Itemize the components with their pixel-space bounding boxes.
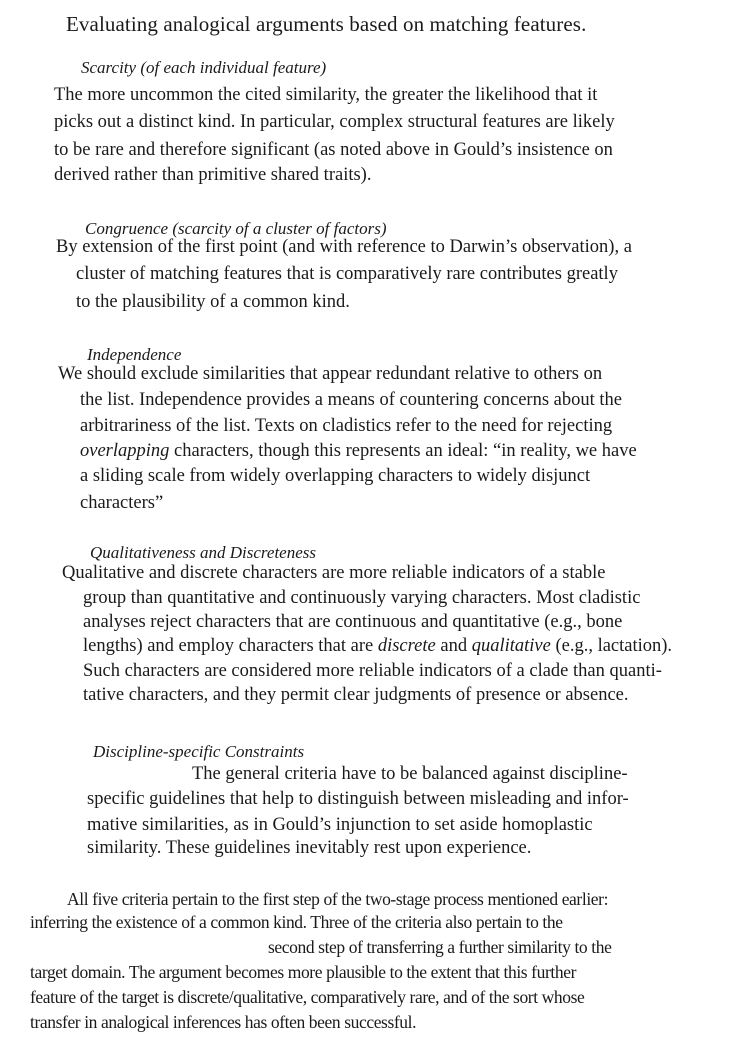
section-heading-discipline: Discipline-specific Constraints [93, 742, 305, 761]
body-line: second step of transferring a further similarity to the [268, 937, 612, 957]
body-line: transfer in analogical inferences has often been successful. [30, 1012, 417, 1032]
body-line: to be rare and therefore significant (as noted above in Gould’s insistence on [54, 140, 613, 160]
body-line: to the plausibility of a common kind. [76, 292, 350, 312]
emphasis-overlapping: overlapping [80, 441, 170, 461]
body-line: specific guidelines that help to distinguish between misleading and infor- [87, 789, 629, 809]
body-line: The more uncommon the cited similarity, the greater the likelihood that it [54, 85, 598, 105]
body-line: target domain. The argument becomes more plausible to the extent that this further [30, 962, 576, 982]
body-line: lengths) and employ characters that are discrete and qualitative (e.g., lactation). [83, 636, 673, 656]
body-line: group than quantitative and continuously varying characters. Most cladistic [83, 588, 641, 608]
body-line: inferring the existence of a common kind. Three of the criteria also pertain to the [30, 912, 563, 932]
body-line: By extension of the first point (and with reference to Darwin’s observation), a [56, 237, 632, 257]
section-heading-scarcity: Scarcity (of each individual feature) [81, 58, 327, 77]
section-heading-independence: Independence [87, 345, 182, 364]
body-line: mative similarities, as in Gould’s injunction to set aside homoplastic [87, 815, 593, 835]
section-heading-congruence: Congruence (scarcity of a cluster of factors) [85, 219, 387, 238]
body-line: analyses reject characters that are continuous and quantitative (e.g., bone [83, 612, 623, 632]
body-line: overlapping characters, though this represents an ideal: “in reality, we have [80, 441, 637, 461]
body-line: a sliding scale from widely overlapping characters to widely disjunct [80, 466, 591, 486]
body-line: Qualitative and discrete characters are more reliable indicators of a stable [62, 563, 606, 583]
body-line: arbitrariness of the list. Texts on cladistics refer to the need for rejecting [80, 416, 613, 436]
body-line: characters” [80, 493, 164, 513]
body-line: All five criteria pertain to the first step of the two-stage process mentioned earlier: [67, 889, 609, 909]
body-line: We should exclude similarities that appear redundant relative to others on [58, 364, 603, 384]
body-line: Such characters are considered more reliable indicators of a clade than quanti- [83, 661, 662, 681]
emphasis-discrete: discrete [377, 636, 436, 656]
emphasis-qualitative: qualitative [471, 636, 551, 656]
body-line: the list. Independence provides a means of countering concerns about the [80, 390, 622, 410]
body-line: The general criteria have to be balanced against discipline- [192, 764, 628, 784]
body-line: similarity. These guidelines inevitably rest upon experience. [87, 838, 532, 858]
body-line: tative characters, and they permit clear judgments of presence or absence. [83, 685, 629, 705]
page-title: Evaluating analogical arguments based on matching features. [66, 12, 587, 36]
body-line: derived rather than primitive shared traits). [54, 165, 372, 185]
body-line: cluster of matching features that is comparatively rare contributes greatly [76, 264, 618, 284]
body-line: picks out a distinct kind. In particular, complex structural features are likely [54, 112, 615, 132]
body-line: feature of the target is discrete/qualitative, comparatively rare, and of the sort whose [30, 987, 585, 1007]
section-heading-qualitativeness: Qualitativeness and Discreteness [90, 543, 316, 562]
